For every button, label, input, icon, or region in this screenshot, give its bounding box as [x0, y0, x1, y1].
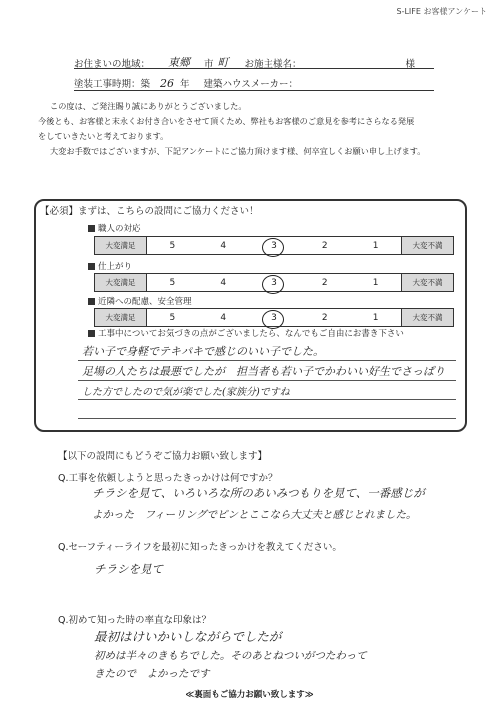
address-value: 東郷 [168, 56, 191, 69]
scale-left-label: 大変満足 [95, 309, 147, 326]
intro-line: 大変お手数ではございますが、下記アンケートにご協力頂けます様、何卒宜しくお願い申し上げます。 [50, 146, 426, 156]
info-underline-2 [74, 90, 434, 91]
rating-option[interactable]: 5 [169, 240, 176, 251]
rating-option[interactable]: 2 [321, 277, 328, 288]
period-row [74, 76, 298, 90]
intro-text [38, 99, 468, 159]
rating-option-selected[interactable]: 3 [264, 313, 284, 323]
rating-option[interactable]: 5 [169, 312, 176, 323]
period-label: 塗装工事時期：築 [74, 79, 151, 90]
question-1: Q.工事を依頼しようと思ったきっかけは何ですか？ [58, 473, 278, 484]
square-bullet-icon [88, 225, 95, 232]
rating-option[interactable]: 4 [220, 277, 227, 288]
question-label: 仕上がり [88, 260, 132, 272]
address-label: お住まいの地域： [74, 59, 151, 70]
period-unit: 年 [180, 79, 190, 90]
comment-handwriting: 若い子で身軽でテキパキで感じのいい子でした。 [82, 345, 324, 358]
rating-option[interactable]: 2 [321, 312, 328, 323]
maker-label: 建築ハウスメーカー： [203, 79, 299, 90]
comment-handwriting: 足場の人たちは最悪でしたが 担当者も若い子でかわいい好生でさっぱり [82, 365, 445, 378]
info-underline-1 [74, 68, 434, 69]
comment-handwriting: した方でしたので気が楽でした(家族分)ですね [82, 387, 290, 398]
rating-scale[interactable] [94, 236, 454, 255]
question-2: Q.セーフティーライフを最初に知ったきっかけを教えてください。 [58, 542, 342, 553]
rating-scale[interactable] [94, 273, 454, 292]
required-title: 【必須】まずは、こちらの設問にご協力ください！ [40, 206, 259, 217]
scale-left-label: 大変満足 [95, 237, 147, 254]
comment-label: 工事中についてお気づきの点がございましたら、なんでもご自由にお書き下さい [88, 327, 404, 339]
answer-1-line: よかった フィーリングでピンとここなら大丈夫と感じとれました。 [92, 509, 417, 521]
rating-option[interactable]: 5 [169, 277, 176, 288]
intro-line: をしていきたいと考えております。 [38, 131, 169, 141]
city-label: 市 [204, 59, 214, 70]
scale-right-label: 大変不満 [401, 237, 453, 254]
question-3: Q.初めて知った時の率直な印象は？ [58, 615, 211, 626]
scale-right-label: 大変不満 [401, 274, 453, 291]
square-bullet-icon [88, 298, 95, 305]
rating-option[interactable]: 1 [372, 312, 379, 323]
square-bullet-icon [88, 263, 95, 270]
scale-left-label: 大変満足 [95, 274, 147, 291]
question-label: 近隣への配慮、安全管理 [88, 295, 192, 307]
rating-option-selected[interactable]: 3 [264, 278, 284, 288]
comment-line [78, 418, 456, 419]
answer-1-line: チラシを見て、いろいろな所のあいみつもりを見て、一番感じが [92, 486, 425, 500]
owner-suffix: 様 [405, 59, 416, 70]
comment-line [78, 399, 456, 400]
rating-scale[interactable] [94, 308, 454, 327]
rating-option[interactable]: 1 [372, 240, 379, 251]
brand-label: S-LIFE お客様アンケート [396, 7, 487, 16]
rating-option[interactable]: 1 [372, 277, 379, 288]
rating-option[interactable]: 4 [220, 312, 227, 323]
footer-note: ≪裏面もご協力お願い致します≫ [185, 690, 314, 700]
optional-title: 【以下の設問にもどうぞご協力お願い致します】 [58, 451, 268, 462]
period-value: 26 [160, 77, 175, 90]
answer-3-line: 最初はけいかいしながらでしたが [94, 629, 282, 644]
square-bullet-icon [88, 330, 95, 337]
rating-option-selected[interactable]: 3 [264, 241, 284, 251]
answer-3-line: きたので よかったです [94, 668, 210, 680]
comment-line [78, 380, 456, 381]
rating-option[interactable]: 4 [220, 240, 227, 251]
scale-right-label: 大変不満 [401, 309, 453, 326]
question-label: 職人の対応 [88, 222, 141, 234]
answer-3-line: 初めは半々のきもちでした。そのあとねついがつたわって [94, 650, 367, 662]
owner-label: お施主様名： [244, 59, 302, 70]
intro-line: この度は、ご発注賜り誠にありがとうございました。 [50, 101, 247, 111]
comment-line [78, 360, 456, 361]
answer-2-line: チラシを見て [94, 562, 163, 576]
rating-option[interactable]: 2 [321, 240, 328, 251]
intro-line: 今後とも、お客様と末永くお付き合いをさせて頂くため、弊社もお客様のご意見を参考にさらなる発展 [38, 116, 415, 126]
town-value: 町 [217, 56, 229, 69]
